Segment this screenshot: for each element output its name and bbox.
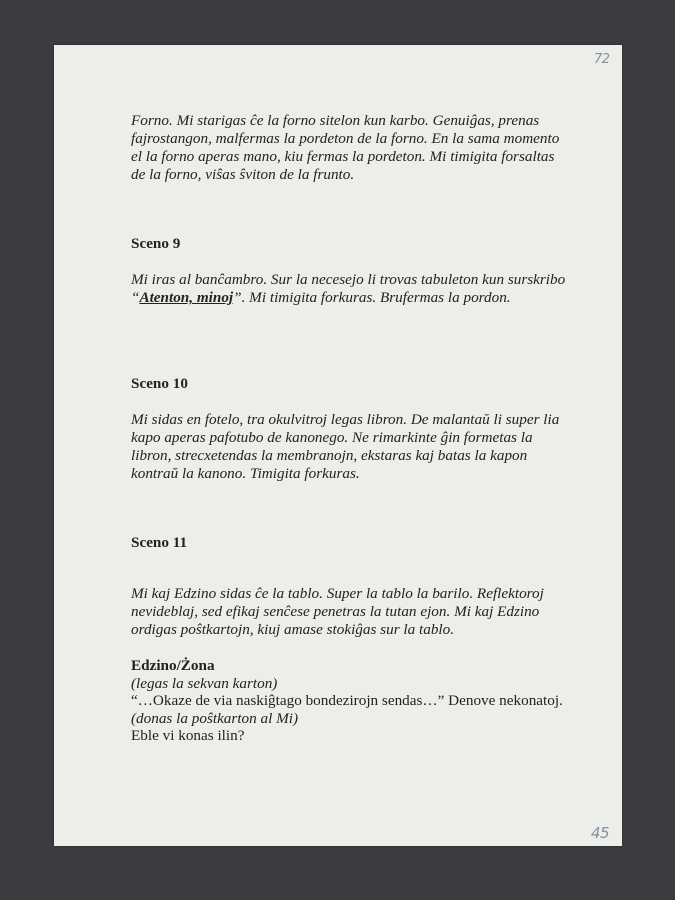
dialogue-block xyxy=(131,657,571,745)
scene-9-text-before: Mi iras al banĉambro. Sur la necesejo li trovas tabuleton kun surskribo “ xyxy=(131,271,566,306)
page-number-bottom: 45 xyxy=(591,824,610,842)
scene-9-sign-text: Atenton, minoj xyxy=(139,289,234,306)
stage-direction-2: (donas la poŝtkarton al Mi) xyxy=(131,709,299,727)
dialogue-line-2: Eble vi konas ilin? xyxy=(131,727,245,744)
stage-direction-1: (legas la sekvan karton) xyxy=(131,674,278,692)
scene-11-text: Mi kaj Edzino sidas ĉe la tablo. Super la tablo la barilo. Reflektoroj nevideblaj, sed efikaj senĉese penetras la tutan ejon. Mi kaj Edzino ordigas poŝtkartojn, kiuj amase stokiĝas sur la tablo. xyxy=(131,585,544,638)
scene-11-heading: Sceno 11 xyxy=(131,534,188,551)
scene-9-text xyxy=(131,271,571,307)
page-number-top: 72 xyxy=(594,52,610,67)
scene-10-text: Mi sidas en fotelo, tra okulvitroj legas libron. De malantaŭ li super lia kapo aperas pafotubo de kanonego. Ne rimarkinte ĝin formetas la libron, strecxetendas la membranojn, ekstaras kaj batas la kapon kontraŭ la kanono. Timigita forkuras. xyxy=(131,411,560,482)
manuscript-page xyxy=(54,45,622,846)
scene-9-heading: Sceno 9 xyxy=(131,235,181,252)
scene-8-text: Forno. Mi starigas ĉe la forno sitelon kun karbo. Genuiĝas, prenas fajrostangon, malfermas la pordeton de la forno. En la sama momento el la forno aperas mano, kiu fermas la pordeton. Mi timigita forsaltas de la forno, viŝas ŝviton de la frunto. xyxy=(131,112,560,183)
scene-10-heading: Sceno 10 xyxy=(131,375,188,392)
speaker-name: Edzino/Żona xyxy=(131,657,215,674)
scene-9-text-after: ”. Mi timigita forkuras. Brufermas la pordon. xyxy=(233,289,511,306)
dialogue-line-1: “…Okaze de via naskiĝtago bondezirojn sendas…” Denove nekonatoj. xyxy=(131,692,563,709)
